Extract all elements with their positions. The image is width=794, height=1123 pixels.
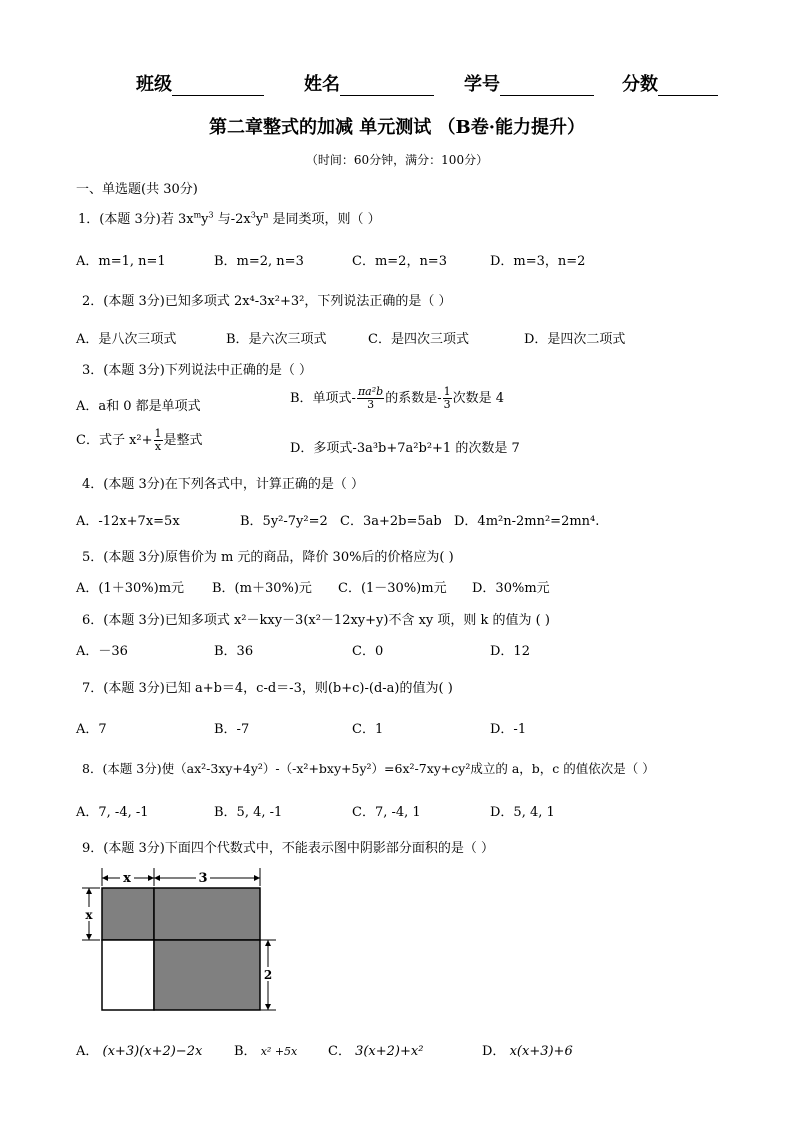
question-2-option-d[interactable]: D．是四次二项式 — [524, 332, 626, 347]
fig-label-2: 2 — [263, 968, 273, 982]
question-8-option-a[interactable]: A．7, -4, -1 — [76, 805, 149, 820]
arrow-icon — [265, 1004, 271, 1010]
question-1-option-a[interactable]: A．m=1, n=1 — [76, 254, 166, 269]
question-5-stem: 5．(本题 3分)原售价为 m 元的商品，降价 30%后的价格应为( ) — [82, 550, 454, 565]
question-7-option-d[interactable]: D．-1 — [490, 722, 527, 737]
class-blank[interactable] — [172, 75, 264, 96]
id-label: 学号 — [464, 74, 500, 95]
id-field — [464, 70, 594, 96]
arrow-icon — [265, 940, 271, 946]
arrow-icon — [102, 875, 108, 881]
question-9-option-b[interactable]: B． x² +5x — [234, 1044, 298, 1059]
fraction: $\frac{1}{3}$ — [443, 385, 451, 411]
arrow-icon — [86, 934, 92, 940]
score-blank[interactable] — [658, 75, 718, 96]
question-2-stem: 2．(本题 3分)已知多项式 2x⁴-3x²+3²，下列说法正确的是（ ） — [82, 294, 452, 309]
shaded-square-x — [102, 888, 154, 940]
question-4-option-a[interactable]: A．-12x+7x=5x — [76, 514, 180, 529]
question-3-option-a[interactable]: A．a和 0 都是单项式 — [76, 399, 201, 414]
fraction: $\frac{1}{x}$ — [154, 427, 162, 453]
question-9-option-c[interactable]: C． 3(x+2)+x² — [328, 1044, 424, 1059]
question-7-option-b[interactable]: B．-7 — [214, 722, 250, 737]
question-6-option-b[interactable]: B．36 — [214, 644, 254, 659]
question-6-option-a[interactable]: A．－36 — [76, 644, 128, 659]
question-8-option-d[interactable]: D．5, 4, 1 — [490, 805, 555, 820]
question-5-option-d[interactable]: D．30%m元 — [472, 581, 550, 596]
question-3-option-b[interactable]: B．单项式- $\frac{\text{πa²b}}{3}$ 的系数是- $\frac{1}{3}$ 次数是 4 — [290, 385, 505, 411]
fig-label-x-left: x — [85, 908, 93, 922]
question-8-option-c[interactable]: C．7, -4, 1 — [352, 805, 421, 820]
page-title: 第二章整式的加减 单元测试 （B卷·能力提升） — [208, 117, 585, 138]
question-5-option-c[interactable]: C．(1－30%)m元 — [338, 581, 447, 596]
question-7-option-c[interactable]: C．1 — [352, 722, 384, 737]
question-2-option-a[interactable]: A．是八次三项式 — [76, 332, 177, 347]
question-3-option-c[interactable]: C．式子 x²+ $\frac{1}{x}$ 是整式 — [76, 427, 203, 453]
page-subtitle: （时间：60分钟，满分：100分） — [305, 153, 489, 167]
question-1-option-b[interactable]: B．m=2, n=3 — [214, 254, 304, 269]
question-8-stem: 8．(本题 3分)使（ax²-3xy+4y²）-（-x²+bxy+5y²）=6x²-7xy+cy²成立的 a，b，c 的值依次是（ ） — [82, 761, 655, 776]
question-5-option-b[interactable]: B．(m＋30%)元 — [212, 581, 312, 596]
fig-label-3: 3 — [198, 871, 208, 886]
question-7-stem: 7．(本题 3分)已知 a+b＝4，c-d＝-3，则(b+c)-(d-a)的值为( ) — [82, 681, 453, 696]
id-blank[interactable] — [500, 75, 594, 96]
question-3-stem: 3．(本题 3分)下列说法中正确的是（ ） — [82, 363, 312, 378]
question-1-option-d[interactable]: D．m=3，n=2 — [490, 254, 586, 269]
question-3-option-d[interactable]: D．多项式-3a³b+7a²b²+1 的次数是 7 — [290, 441, 520, 456]
question-7-option-a[interactable]: A．7 — [76, 722, 107, 737]
question-1-stem: 1．(本题 3分)若 $3x^my^3$ 与$-2x^3y^n$ 是同类项，则（ ） — [78, 210, 381, 227]
question-4-option-d[interactable]: D．4m²n-2mn²=2mn⁴. — [454, 514, 600, 529]
question-9-stem: 9．(本题 3分)下面四个代数式中，不能表示图中阴影部分面积的是（ ） — [82, 841, 494, 856]
class-field — [136, 70, 264, 96]
shaded-area-figure — [78, 864, 278, 1024]
fig-label-x-top: x — [123, 871, 131, 886]
name-field — [304, 70, 434, 96]
name-label: 姓名 — [304, 74, 340, 95]
arrow-icon — [148, 875, 154, 881]
question-4-option-b[interactable]: B．5y²-7y²=2 — [240, 514, 328, 529]
question-9-option-d[interactable]: D． x(x+3)+6 — [482, 1044, 573, 1059]
question-6-option-d[interactable]: D．12 — [490, 644, 530, 659]
score-field — [622, 70, 718, 96]
class-label: 班级 — [136, 74, 172, 95]
score-label: 分数 — [622, 74, 658, 95]
question-8-option-b[interactable]: B．5, 4, -1 — [214, 805, 283, 820]
question-6-option-c[interactable]: C．0 — [352, 644, 384, 659]
question-5-option-a[interactable]: A．(1＋30%)m元 — [76, 581, 185, 596]
section-heading: 一、单选题(共 30分) — [76, 182, 198, 197]
shaded-rect-top — [154, 888, 260, 940]
unshaded-rect — [102, 940, 154, 1010]
arrow-icon — [254, 875, 260, 881]
shaded-rect-bottom — [154, 940, 260, 1010]
question-9-option-a[interactable]: A． (x+3)(x+2)−2x — [76, 1044, 203, 1059]
fraction: $\frac{\text{πa²b}}{3}$ — [357, 385, 384, 411]
arrow-icon — [154, 875, 160, 881]
name-blank[interactable] — [340, 75, 434, 96]
question-4-option-c[interactable]: C．3a+2b=5ab — [340, 514, 442, 529]
question-2-option-b[interactable]: B．是六次三项式 — [226, 332, 327, 347]
question-4-stem: 4．(本题 3分)在下列各式中，计算正确的是（ ） — [82, 477, 364, 492]
question-6-stem: 6．(本题 3分)已知多项式 x²－kxy－3(x²－12xy+y)不含 xy 项，则 k 的值为 ( ) — [82, 613, 550, 628]
arrow-icon — [86, 888, 92, 894]
question-2-option-c[interactable]: C．是四次三项式 — [368, 332, 469, 347]
question-1-option-c[interactable]: C．m=2，n=3 — [352, 254, 447, 269]
